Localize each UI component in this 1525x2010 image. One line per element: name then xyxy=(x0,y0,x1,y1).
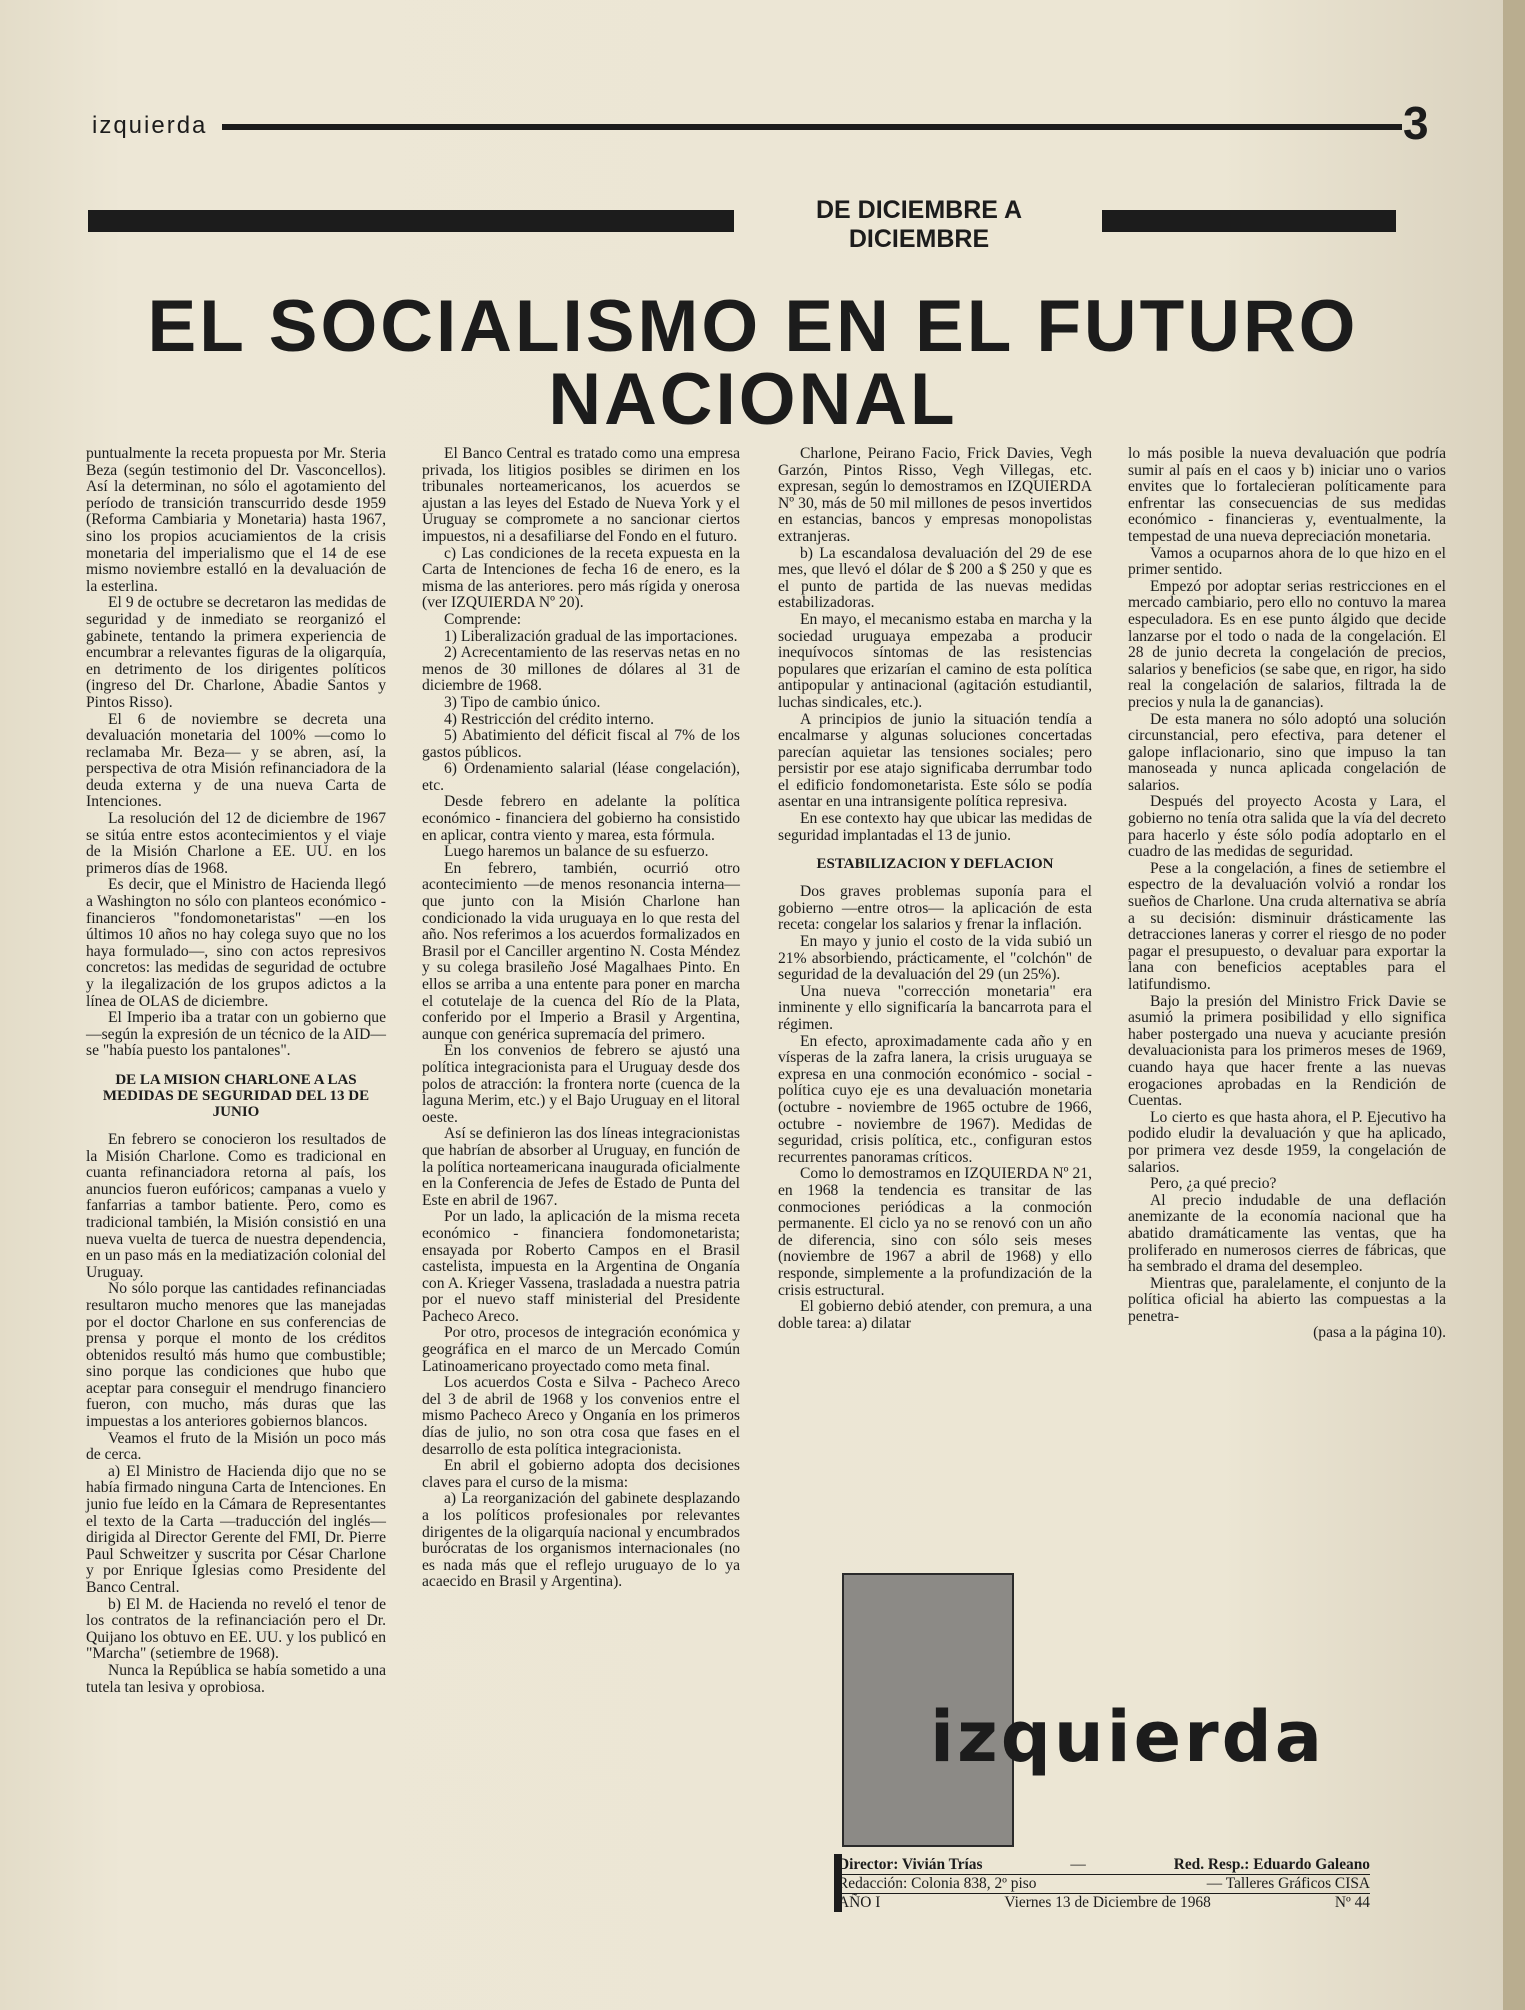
list-item: 3) Tipo de cambio único. xyxy=(444,693,601,711)
page-number: 3 xyxy=(1403,97,1429,149)
continued-note: (pasa a la página 10). xyxy=(1313,1324,1446,1342)
kicker-bar-left xyxy=(88,210,734,232)
paragraph: Desde febrero en adelante la política económico - financiera del gobierno ha consistido en aplicar, contra viento y marea, esta fórmula. xyxy=(422,793,740,844)
paragraph: Nunca la República se había sometido a una tutela tan lesiva y oprobiosa. xyxy=(86,1661,386,1696)
paragraph: Comprende: xyxy=(444,610,522,628)
masthead-credits xyxy=(838,1856,1370,1912)
page-edge xyxy=(1503,0,1525,2010)
list-item: 1) Liberalización gradual de las importaciones. xyxy=(444,627,738,645)
director-credit: Director: Vivián Trías xyxy=(838,1856,983,1873)
paragraph: Empezó por adoptar serias restricciones en el mercado cambiario, pero ello no contuvo la marea especuladora. Es en ese punto álgido que decide lanzarse por el todo o nada de la congelación. El 28 de junio decreta la congelación de precios, salarios y beneficios (se sabe que, en rigor, ha sido real la congelación de salarios, filtrada la de precios y nula la de ganancias). xyxy=(1128,577,1446,711)
article-column-1 xyxy=(86,446,386,1696)
dash-separator: — xyxy=(1070,1856,1086,1873)
article-column-3 xyxy=(778,446,1092,1332)
paragraph: lo más posible la nueva devaluación que podría sumir al país en el caos y b) iniciar uno o varios envites que lo fortalecieran políticamente para enfrentar las consecuencias de sus medidas económico - financieras y, eventualmente, la tempestad de una nueva depreciación monetaria. xyxy=(1128,445,1446,545)
responsible-credit: Red. Resp.: Eduardo Galeano xyxy=(1173,1856,1370,1873)
redaccion-address: Redacción: Colonia 838, 2º piso xyxy=(838,1875,1037,1892)
paragraph: Al precio indudable de una deflación anemizante de la economía nacional que ha abatido dramáticamente las ventas, que ha proliferado en numerosos cierres de fábricas, que ha sembrado el drama del desempleo. xyxy=(1128,1191,1446,1276)
paragraph: En mayo y junio el costo de la vida subió un 21% absorbiendo, prácticamente, el "colchón" de seguridad de la devaluación del 29 (un 25%). xyxy=(778,933,1092,984)
subheading-mision-charlone: DE LA MISION CHARLONE A LAS MEDIDAS DE SEGURIDAD DEL 13 DE JUNIO xyxy=(102,1071,370,1120)
paragraph: El 6 de noviembre se decreta una devaluación monetaria del 100% —como lo reclamaba Mr. Beza— y se abren, así, la perspectiva de otra Misión refinanciadora de la deuda externa y de una nueva Carta de Intenciones. xyxy=(86,710,386,811)
paragraph: Así se definieron las dos líneas integracionistas que habrían de absorber al Uruguay, en función de la política norteamericana inaugurada oficialmente en la Conferencia de Jefes de Estado de Punta del Este en abril de 1967. xyxy=(422,1125,740,1209)
masthead-line-1 xyxy=(838,1856,1370,1875)
paragraph: En febrero se conocieron los resultados de la Misión Charlone. Como es tradicional en cuanta refinanciadora retorna al país, los anuncios fueron eufóricos; campanas a vuelo y fanfarrias a tambor batiente. Pero, como es tradicional también, la Misión consistió en una nueva vuelta de tuerca de nuestra dependencia, en un paso más en la mediatización colonial del Uruguay. xyxy=(86,1130,386,1281)
paragraph: En mayo, el mecanismo estaba en marcha y la sociedad uruguaya empezaba a producir inequívocos síntomas de las resistencias populares que erizarían el camino de esta política antipopular y antinacional (agitación estudiantil, luchas sindicales, etc.). xyxy=(778,610,1092,711)
paragraph: A principios de junio la situación tendía a encalmarse y algunas soluciones concertadas parecían aquietar las tensiones sociales; pero persistir por ese atajo significaba derrumbar todo el edificio fondomonetarista. Este sólo se podía asentar en una intransigente política represiva. xyxy=(778,710,1092,811)
section-kicker: DE DICIEMBRE A DICIEMBRE xyxy=(815,196,1023,253)
paragraph: Una nueva "corrección monetaria" era inminente y ello significaría la bancarrota para el régimen. xyxy=(778,982,1092,1033)
paragraph: Pese a la congelación, a fines de setiembre el espectro de la devaluación volvió a rondar los sueños de Charlone. Una cruda alternativa se abría a su decisión: disminuir drásticamente las detracciones laneras y correr el riesgo de no poder pagar el presupuesto, o devaluar para exportar la lana con beneficios aceptables para el latifundismo. xyxy=(1128,859,1446,993)
year-label: AÑO I xyxy=(838,1894,881,1911)
paragraph: No sólo porque las cantidades refinanciadas resultaron mucho menores que las manejadas por el doctor Charlone en sus conferencias de prensa y porque el monto de los créditos obtenidos resultó más humo que combustible; sino porque las condiciones que hubo que aceptar para conseguir el mendrugo financiero fueron, con mucho, más duras que las impuestas a los anteriores gobiernos blancos. xyxy=(86,1280,386,1431)
paragraph: El Imperio iba a tratar con un gobierno que —según la expresión de un técnico de la AID— se "había puesto los pantalones". xyxy=(86,1009,386,1060)
paragraph: Lo cierto es que hasta ahora, el P. Ejecutivo ha podido eludir la devaluación y que ha aplicado, por primera vez desde 1959, la congelación de salarios. xyxy=(1128,1108,1446,1176)
paragraph: El 9 de octubre se decretaron las medidas de seguridad y de inmediato se reorganizó el gabinete, tentando la primera experiencia de encumbrar a relevantes figuras de la oligarquía, en detrimento de los dirigentes políticos (ingreso del Dr. Charlone, Abadie Santos y Pintos Risso). xyxy=(86,594,386,711)
paragraph: Luego haremos un balance de su esfuerzo. xyxy=(444,843,709,861)
paragraph: Mientras que, paralelamente, el conjunto de la política oficial ha abierto las compuestas a la penetra- xyxy=(1128,1274,1446,1325)
paragraph: Veamos el fruto de la Misión un poco más de cerca. xyxy=(86,1429,386,1464)
issue-number: Nº 44 xyxy=(1334,1894,1370,1911)
paragraph: b) La escandalosa devaluación del 29 de ese mes, que llevó el dólar de $ 200 a $ 250 y que es el punto de partida de las nuevas medidas estabilizadoras. xyxy=(778,544,1092,612)
paragraph: En ese contexto hay que ubicar las medidas de seguridad implantadas el 13 de junio. xyxy=(778,810,1092,844)
paragraph: La resolución del 12 de diciembre de 1967 se sitúa entre estos acontecimientos y el viaje de la Misión Charlone a EE. UU. en los primeros días de 1968. xyxy=(86,810,386,877)
list-item: 6) Ordenamiento salarial (léase congelación), etc. xyxy=(422,760,740,794)
paragraph: Los acuerdos Costa e Silva - Pacheco Areco del 3 de abril de 1968 y los convenios entre el mismo Pacheco Areco y Onganía en los primeros días de julio, no son otra cosa que fases en el desarrollo de esta política integracionista. xyxy=(422,1374,740,1458)
printer-credit: — Talleres Gráficos CISA xyxy=(1206,1875,1370,1892)
masthead-logo: izquierda xyxy=(930,1696,1326,1778)
paragraph: Por un lado, la aplicación de la misma receta económico - financiera fondomonetarista; ensayada por Roberto Campos en el Brasil castelista, impuesta en la Argentina de Onganía con A. Krieger Vassena, trasladada a nuestra patria por el nuevo staff ministerial del Presidente Pacheco Areco. xyxy=(422,1208,740,1325)
subheading-estabilizacion: ESTABILIZACION Y DEFLACION xyxy=(816,856,1054,873)
paragraph: Por otro, procesos de integración económica y geográfica en el marco de un Mercado Común Latinoamericano proyectado como meta final. xyxy=(422,1324,740,1375)
article-column-2 xyxy=(422,446,740,1591)
paragraph: Bajo la presión del Ministro Frick Davie se asumió la primera posibilidad y ello significa haber postergado una nueva y acuciante presión devaluacionista para los primeros meses de 1969, cuando haya que hacer frente a las nuevas erogaciones aprobadas en la Rendición de Cuentas. xyxy=(1128,992,1446,1110)
list-item: 5) Abatimiento del déficit fiscal al 7% de los gastos públicos. xyxy=(422,727,740,761)
paragraph: puntualmente la receta propuesta por Mr. Steria Beza (según testimonio del Dr. Vasconcellos). Así la determinan, no sólo el agotamiento del período de transición transcurrido desde 1959 (Reforma Cambiaria y Monetaria) hasta 1967, sino los propios acuciamientos de la crisis monetaria del imperialismo que el 14 de ese mismo noviembre estalló en la devaluación de la esterlina. xyxy=(86,445,386,595)
paragraph: a) La reorganización del gabinete desplazando a los políticos profesionales por relevantes dirigentes de la oligarquía nacional y encumbrados burócratas de los organismos internacionales (no es nada más que el reflejo uruguayo de lo ya acaecido en Brasil y Argentina). xyxy=(422,1490,740,1591)
paragraph: De esta manera no sólo adoptó una solución circunstancial, pero efectiva, para detener el galope inflacionario, sino que impuso la tan manoseada y nunca aplicada congelación de salarios. xyxy=(1128,710,1446,794)
paragraph: En efecto, aproximadamente cada año y en vísperas de la zafra lanera, la crisis uruguaya se expresa en una conmoción económico - social - política cuyo eje es una devaluación monetaria (octubre - noviembre de 1965 octubre de 1966, octubre - noviembre de 1967). Medidas de seguridad, crisis política, etc., configuran estos recurrentes panoramas críticos. xyxy=(778,1032,1092,1166)
header-rule xyxy=(222,124,1402,130)
header-publication-name: izquierda xyxy=(92,112,208,139)
masthead-line-3 xyxy=(838,1894,1370,1912)
masthead-line-2 xyxy=(838,1875,1370,1894)
paragraph: El Banco Central es tratado como una empresa privada, los litigios posibles se dirimen en los tribunales norteamericanos, los acuerdos se ajustan a las leyes del Estado de Nueva York y el Uruguay se compromete a no sancionar ciertos impuestos, ni a desafiliarse del Fondo en el futuro. xyxy=(422,445,740,545)
issue-date: Viernes 13 de Diciembre de 1968 xyxy=(1004,1894,1211,1911)
paragraph: Charlone, Peirano Facio, Frick Davies, Vegh Garzón, Pintos Risso, Vegh Villegas, etc. expresan, según lo demostramos en IZQUIERDA Nº 30, más de 50 mil millones de pesos invertidos en estancias, bancos y empresas monopolistas extranjeras. xyxy=(778,445,1092,545)
paragraph: Como lo demostramos en IZQUIERDA Nº 21, en 1968 la tendencia es transitar de las conmociones periódicas a la conmoción permanente. El ciclo ya no se renovó con un año de diferencia, sino con sólo seis meses (noviembre de 1967 a abril de 1968) y ello responde, simplemente a la profundización de la crisis estructural. xyxy=(778,1165,1092,1299)
paragraph: Dos graves problemas suponía para el gobierno —entre otros— la aplicación de esta receta: congelar los salarios y frenar la inflación. xyxy=(778,883,1092,934)
kicker-bar-right xyxy=(1102,210,1396,232)
paragraph: b) El M. de Hacienda no reveló el tenor de los contratos de la refinanciación pero el Dr. Quijano los obtuvo en EE. UU. y los publicó en "Marcha" (setiembre de 1968). xyxy=(86,1595,386,1663)
paragraph: En los convenios de febrero se ajustó una política integracionista para el Uruguay desde dos polos de atracción: la frontera norte (cuenca de la laguna Merim, etc.) y el Bajo Uruguay en el litoral oeste. xyxy=(422,1042,740,1126)
headline: EL SOCIALISMO EN EL FUTURO NACIONAL xyxy=(147,286,1359,440)
paragraph: Es decir, que el Ministro de Hacienda llegó a Washington no sólo con planteos económico - financieros "fondomonetaristas" —en los últimos 10 años no hay colega suyo que no los haya formulado—, sino con actos represivos concretos: las medidas de seguridad de octubre y la ilegalización de los grupos adictos a la línea de OLAS de diciembre. xyxy=(86,876,386,1010)
paragraph: En abril el gobierno adopta dos decisiones claves para el curso de la misma: xyxy=(422,1457,740,1491)
paragraph: Después del proyecto Acosta y Lara, el gobierno no tenía otra salida que la vía del decreto para hacerlo y éste sólo podía adoptarlo en el cuadro de las medidas de seguridad. xyxy=(1128,793,1446,861)
list-item: 4) Restricción del crédito interno. xyxy=(444,710,655,728)
article-column-4 xyxy=(1128,446,1446,1342)
paragraph: Vamos a ocuparnos ahora de lo que hizo en el primer sentido. xyxy=(1128,544,1446,579)
paragraph: a) El Ministro de Hacienda dijo que no se había firmado ninguna Carta de Intenciones. En junio fue leído en la Cámara de Representantes el texto de la Carta —traducción del inglés— dirigida al Director Gerente del FMI, Dr. Pierre Paul Schweitzer y suscrita por César Charlone y por Enrique Iglesias como Presidente del Banco Central. xyxy=(86,1462,386,1596)
paragraph: c) Las condiciones de la receta expuesta en la Carta de Intenciones de fecha 16 de enero, es la misma de las anteriores. pero más rígida y onerosa (ver IZQUIERDA Nº 20). xyxy=(422,544,740,612)
paragraph: El gobierno debió atender, con premura, a una doble tarea: a) dilatar xyxy=(778,1298,1092,1332)
list-item: 2) Acrecentamiento de las reservas netas en no menos de 30 millones de dólares al 31 de diciembre de 1968. xyxy=(422,644,740,695)
paragraph: Pero, ¿a qué precio? xyxy=(1150,1175,1277,1193)
paragraph: En febrero, también, ocurrió otro acontecimiento —de menos resonancia interna— que junto con la Misión Charlone han condicionado la vida uruguaya en lo que resta del año. Nos referimos a los acuerdos formalizados en Brasil por el Canciller argentino N. Costa Méndez y su colega brasileño José Magalhaes Pinto. En ellos se arriba a una entente para poner en marcha el cotutelaje de la cuenca del Río de la Plata, conferido por el Imperio a Brasil y Argentina, aunque con genérica supremacía del primero. xyxy=(422,859,740,1043)
